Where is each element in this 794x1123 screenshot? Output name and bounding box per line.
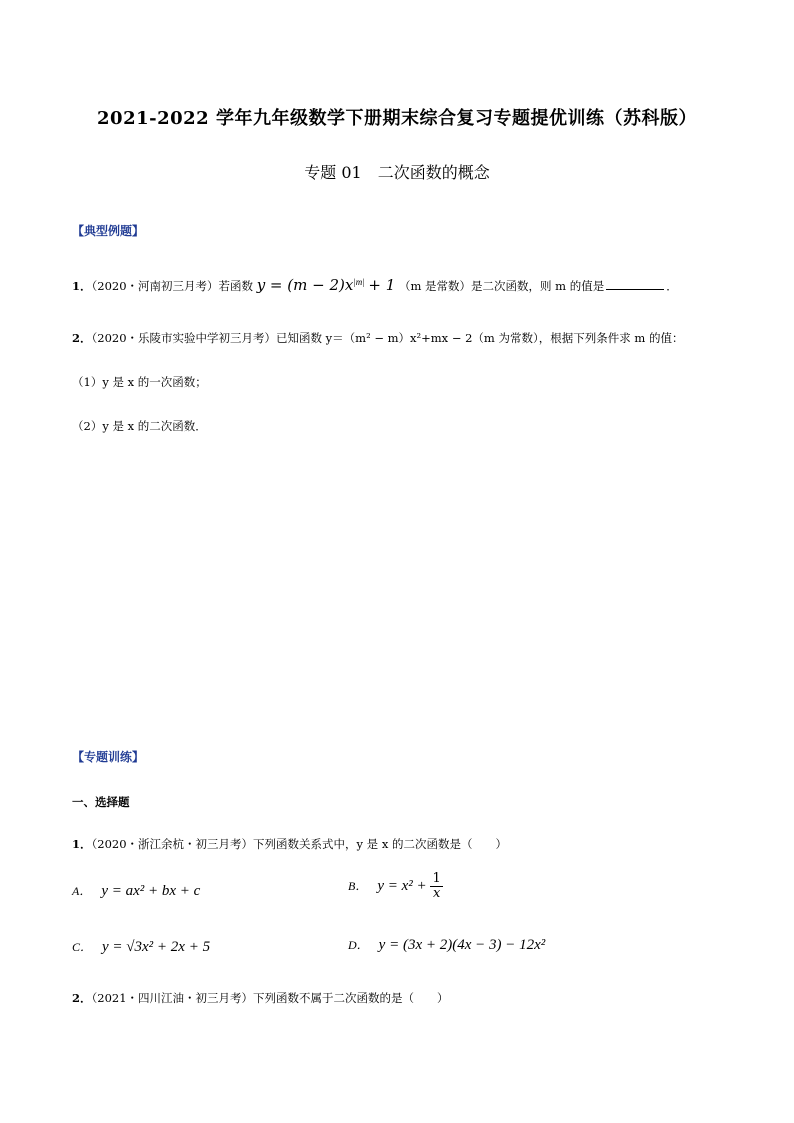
example-question-2-part-1: （1）y 是 x 的一次函数；	[72, 375, 207, 389]
training-question-1	[72, 836, 507, 852]
example-question-2	[72, 330, 683, 346]
example-question-1	[72, 276, 678, 294]
formula-tail: + 1	[368, 276, 396, 294]
question-number: 2．	[72, 991, 92, 1005]
section-examples: 【典型例题】	[72, 224, 145, 238]
question-number: 1．	[72, 279, 92, 293]
question-end: ．	[666, 279, 678, 293]
topic-subtitle: 专题 01 二次函数的概念	[304, 163, 490, 182]
question-condition: （m 是常数）是二次函数，则 m 的值是	[398, 279, 605, 293]
example-question-2-part-2: （2）y 是 x 的二次函数．	[72, 419, 207, 433]
question-number: 1．	[72, 837, 92, 851]
option-c[interactable]	[72, 938, 210, 956]
question-text: （2020・乐陵市实验中学初三月考）已知函数 y＝（m² − m）x²+mx − 2（m 为常数），根据下列条件求 m 的值：	[91, 331, 684, 345]
option-d[interactable]	[348, 936, 545, 954]
question-source: （2020・河南初三月考）若函数	[91, 279, 254, 293]
fraction	[430, 872, 442, 901]
training-question-2	[72, 990, 449, 1006]
question-text: （2021・四川江油・初三月考）下列函数不属于二次函数的是（ ）	[91, 991, 449, 1005]
option-b[interactable]	[348, 872, 443, 901]
option-a[interactable]	[72, 882, 200, 900]
option-formula: y = √3x² + 2x + 5	[102, 939, 211, 955]
option-label: C．	[72, 940, 93, 954]
answer-blank[interactable]	[606, 288, 664, 290]
formula: y = (m − 2)x	[256, 276, 354, 294]
option-formula: y = ax² + bx + c	[101, 883, 201, 899]
option-formula: y = (3x + 2)(4x − 3) − 12x²	[378, 937, 546, 953]
fraction-numerator: 1	[432, 871, 441, 886]
section-choice: 一、选择题	[72, 795, 130, 809]
option-label: D．	[348, 938, 369, 952]
question-number: 2．	[72, 331, 92, 345]
fraction-denominator: x	[432, 886, 441, 901]
section-training: 【专题训练】	[72, 750, 145, 764]
question-text: （2020・浙江余杭・初三月考）下列函数关系式中，y 是 x 的二次函数是（ ）	[91, 837, 507, 851]
option-formula: y = x² +	[377, 878, 427, 894]
document-title: 2021-2022 学年九年级数学下册期末综合复习专题提优训练（苏科版）	[97, 108, 697, 129]
option-label: B．	[348, 879, 368, 893]
option-label: A．	[72, 884, 92, 898]
formula-exponent: |m|	[353, 277, 365, 288]
